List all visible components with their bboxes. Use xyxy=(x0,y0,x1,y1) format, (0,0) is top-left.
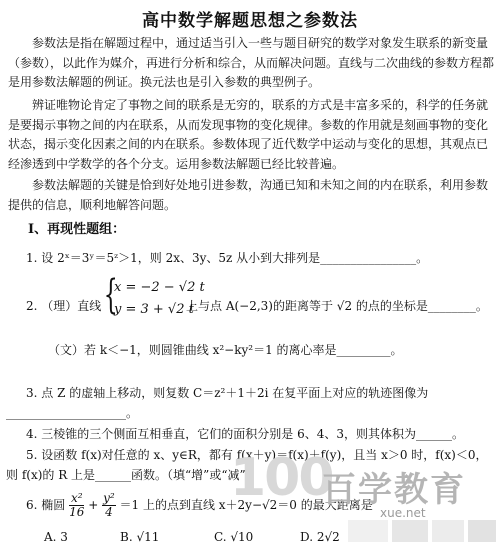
question-2-suffix: 上与点 A(−2,3)的距离等于 √2 的点的坐标是________。 xyxy=(186,299,488,313)
fraction-x-over-16: $\frac{\text{x²}}{16}$ xyxy=(69,491,85,519)
watermark-logo: 100 xyxy=(230,448,333,508)
option-a: A. 3 xyxy=(44,530,68,544)
watermark-text: 百学教育 xyxy=(322,470,466,510)
question-6-suffix: ＝1 上的点到直线 x＋2y−√2＝0 的最大距离是 xyxy=(119,498,373,512)
system-brace: { xyxy=(103,272,118,318)
question-2-prefix: 2. （理）直线 xyxy=(26,299,102,313)
fraction-y-over-4: $\frac{\text{y²}}{4}$ xyxy=(103,491,115,519)
question-3: 3. 点 Z 的虚轴上移动，则复数 C＝z²＋1＋2i 在复平面上对应的轨迹图像为 xyxy=(26,386,429,400)
watermark-url: xue.net xyxy=(380,506,426,520)
intro-paragraph-1: 参数法是指在解题过程中，通过适当引入一些与题目研究的数学对象发生联系的新变量（参数），以此作为媒介，再进行分析和综合，从而解决问题。直线与二次曲线的参数方程都是用参数法解题的例证。换元法也是引入参数的典型例子。 xyxy=(8,36,495,89)
section-heading: Ⅰ、再现性题组： xyxy=(28,222,126,237)
question-2-wen: （文）若 k＜−1，则圆锥曲线 x²−ky²＝1 的离心率是_________。 xyxy=(48,343,403,357)
page-title: 高中数学解题思想之参数法 xyxy=(142,11,358,31)
question-5: 5. 设函数 f(x)对任意的 x、y∈R，都有 f(x＋y)＝f(x)＋f(y)，且当 x＞0 时，f(x)＜0， xyxy=(26,448,488,462)
scan-artifact-blocks xyxy=(348,520,500,542)
option-b: B. √11 xyxy=(120,530,160,544)
option-d: D. 2√2 xyxy=(300,530,340,544)
option-c: C. √10 xyxy=(214,530,254,544)
question-2-equation-x: x = −2 − √2 t xyxy=(114,280,205,295)
plus-sign: + xyxy=(88,498,99,512)
question-6-prefix: 6. 椭圆 xyxy=(26,498,66,512)
intro-paragraph-3: 参数法解题的关键是恰到好处地引进参数，沟通已知和未知之间的内在联系，利用参数提供的信息，顺利地解答问题。 xyxy=(8,178,489,212)
question-1: 1. 设 2ˣ＝3ʸ＝5ᶻ＞1，则 2x、3y、5z 从小到大排列是________________。 xyxy=(26,251,429,265)
intro-paragraph-2: 辨证唯物论肯定了事物之间的联系是无穷的，联系的方式是丰富多采的，科学的任务就是要揭示事物之间的内在联系，从而发现事物的变化规律。参数的作用就是刻画事物的变化状态，揭示变化因素之间的内在联系。参数体现了近代数学中运动与变化的思想，其观点已经渗透到中学数学的各个分支。运用参数法解题已经比较普遍。 xyxy=(8,98,489,171)
question-3-blank: ____________________。 xyxy=(6,406,139,420)
question-2-equation-y: y = 3 + √2 t xyxy=(114,302,194,317)
question-5-continued: 则 f(x)的 R 上是______函数。（填“增”或“减”） xyxy=(6,468,258,482)
question-4: 4. 三棱锥的三个侧面互相垂直，它们的面积分别是 6、4、3，则其体积为______。 xyxy=(26,427,464,441)
